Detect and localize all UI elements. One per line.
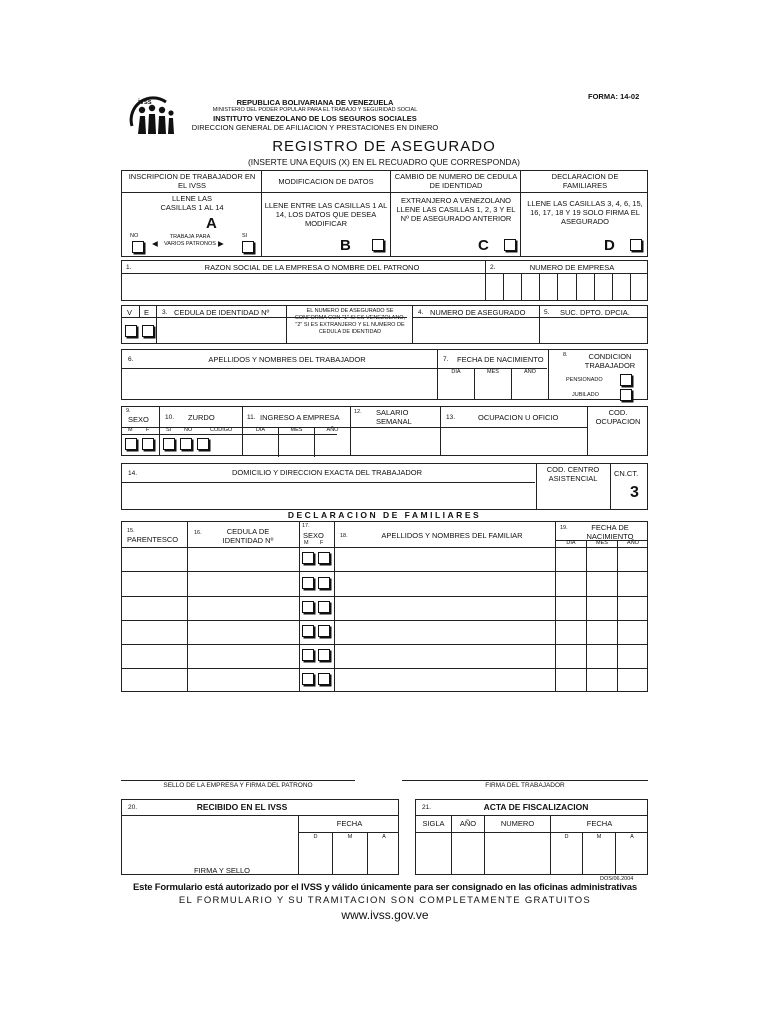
f6-num: 6. [128, 356, 134, 363]
f1-num: 1. [126, 264, 132, 271]
f21-sigla: SIGLA [422, 819, 445, 828]
f17-m: M [304, 540, 309, 546]
f5-label: SUC. DPTO. DPCIA. [560, 308, 630, 317]
f9-num: 9. [126, 408, 131, 414]
option-b-desc: LLENE ENTRE LAS CASILLAS 1 AL 14, LOS DATOS QUE DESEA MODIFICAR [264, 201, 388, 228]
f19-dia: DIA [566, 540, 576, 546]
ingreso-empresa-cells[interactable] [243, 427, 350, 457]
f20-fecha: FECHA [336, 819, 363, 828]
v-label: V [127, 308, 133, 317]
a-no-checkbox[interactable] [132, 241, 144, 253]
fam4-sexo-f-checkbox[interactable] [318, 625, 330, 637]
f4-label: NUMERO DE ASEGURADO [430, 308, 526, 317]
f18-label: APELLIDOS Y NOMBRES DEL FAMILIAR [381, 531, 523, 540]
fam6-sexo-m-checkbox[interactable] [302, 673, 314, 685]
option-a-title: INSCRIPCION DE TRABAJADOR EN EL IVSS [128, 172, 256, 190]
e-label: E [144, 308, 150, 317]
f11-label: INGRESO A EMPRESA [260, 413, 340, 422]
fam2-sexo-f-checkbox[interactable] [318, 577, 330, 589]
f20-num: 20. [128, 804, 138, 811]
patrono-signature-line[interactable] [121, 780, 355, 781]
page-title: REGISTRO DE ASEGURADO [272, 138, 496, 155]
zurdo-si-checkbox[interactable] [163, 438, 175, 450]
b-checkbox[interactable] [372, 239, 384, 251]
f7-label: FECHA DE NACIMIENTO [457, 355, 544, 364]
option-d-letter: D [604, 237, 615, 254]
f11-ano: AÑO [326, 427, 339, 433]
familiares-title: DECLARACION DE FAMILIARES [287, 510, 482, 520]
section-datos-laborales [121, 406, 648, 456]
sucursal-input[interactable] [541, 318, 647, 343]
f4-num: 4. [418, 309, 424, 316]
f7-mes: MES [475, 369, 512, 400]
f13-label: OCUPACION U OFICIO [478, 413, 559, 422]
fam2-sexo-m-checkbox[interactable] [302, 577, 314, 589]
f14-label: DOMICILIO Y DIRECCION EXACTA DEL TRABAJADOR [231, 468, 423, 477]
sexo-m-checkbox[interactable] [125, 438, 137, 450]
section-recibido [121, 799, 399, 875]
f21-num: 21. [422, 804, 432, 811]
f21-ano: AÑO [459, 819, 477, 828]
option-c-title: CAMBIO DE NUMERO DE CEDULA DE IDENTIDAD [394, 172, 518, 190]
domicilio-input[interactable] [124, 484, 535, 509]
arrow-right-icon: ▶ [218, 239, 224, 248]
footer-gratuito: EL FORMULARIO Y SU TRAMITACION SON COMPLETAMENTE GRATUITOS [178, 895, 592, 906]
jubilado-label: JUBILADO [572, 392, 599, 398]
f15-num: 15. [127, 528, 135, 534]
c-checkbox[interactable] [504, 239, 516, 251]
f21-a: A [630, 834, 634, 840]
f13-num: 13. [446, 414, 456, 421]
cnct-label: CN.CT. [614, 469, 639, 478]
f14-num: 14. [128, 470, 138, 477]
trabajador-signature-line[interactable] [402, 780, 648, 781]
f10-num: 10. [165, 414, 175, 421]
f8-label: CONDICION TRABAJADOR [584, 352, 636, 370]
f21-m: M [596, 834, 602, 840]
a-si-label: SI [242, 233, 248, 239]
a-varios-patronos: TRABAJA PARA VARIOS PATRONOS [164, 234, 216, 247]
v-checkbox[interactable] [125, 325, 137, 337]
f2-label: NUMERO DE EMPRESA [529, 263, 615, 272]
f7-ano: AÑO [524, 369, 536, 375]
f10-si: SI [166, 427, 172, 433]
f17-num: 17. [302, 523, 310, 529]
footer-notice: Este Formulario está autorizado por el IVSS y válido únicamente para ser consignado en las oficinas administrativas [133, 882, 637, 893]
pensionado-label: PENSIONADO [566, 377, 603, 383]
fam3-sexo-m-checkbox[interactable] [302, 601, 314, 613]
header-republic: REPUBLICA BOLIVARIANA DE VENEZUELA [236, 98, 394, 107]
cedula-input[interactable] [158, 318, 285, 343]
option-a-desc: LLENE LAS CASILLAS 1 AL 14 [160, 194, 224, 212]
f21-d: D [564, 834, 569, 840]
fecha-nacimiento-cells[interactable] [438, 369, 548, 400]
f11-dia: DIA [243, 427, 279, 457]
f20-label: RECIBIDO EN EL IVSS [196, 802, 288, 812]
header-institute: INSTITUTO VENEZOLANO DE LOS SEGUROS SOCIALES [213, 114, 417, 123]
salario-input[interactable] [351, 428, 440, 456]
ivss-logo [126, 96, 182, 136]
f7-num: 7. [443, 356, 449, 363]
f15-label: PARENTESCO [127, 535, 179, 544]
f17-f: F [320, 540, 324, 546]
f1-label: RAZON SOCIAL DE LA EMPRESA O NOMBRE DEL PATRONO [204, 263, 420, 272]
f2-num: 2. [490, 264, 496, 271]
f20-a: A [382, 834, 386, 840]
cod-ocupacion-input[interactable] [588, 428, 648, 456]
f19-ano: AÑO [627, 540, 639, 546]
option-a-letter: A [206, 215, 217, 232]
f20-firma-sello: FIRMA Y SELLO [194, 866, 250, 875]
fam1-sexo-m-checkbox[interactable] [302, 552, 314, 564]
f18-num: 18. [340, 533, 348, 539]
sexo-f-checkbox[interactable] [142, 438, 154, 450]
f10-codigo: CODIGO [210, 427, 233, 433]
option-b-title: MODIFICACION DE DATOS [278, 177, 374, 186]
cnct-value: 3 [630, 484, 639, 501]
jubilado-checkbox[interactable] [620, 389, 632, 401]
f20-m: M [347, 834, 353, 840]
fam5-sexo-m-checkbox[interactable] [302, 649, 314, 661]
familiares-table [121, 521, 648, 692]
f10-no: NO [184, 427, 193, 433]
f21-fecha: FECHA [586, 819, 613, 828]
f10-zurdo: ZURDO [188, 413, 215, 422]
zurdo-no-checkbox[interactable] [180, 438, 192, 450]
footer-website-link[interactable]: www.ivss.gov.ve [341, 908, 429, 922]
cod-ocupacion-label: COD. OCUPACION [595, 408, 641, 426]
ocupacion-input[interactable] [441, 428, 587, 456]
f21-label: ACTA DE FISCALIZACION [483, 802, 589, 812]
options-box [121, 170, 648, 257]
section-domicilio [121, 463, 648, 510]
f3-note: EL NUMERO DE ASEGURADO SE CONFORMA CON "1" SI ES VENEZOLANO, "2" SI ES EXTRANJERO Y EL NUMERO DE CEDULA DE IDENTIDAD [294, 308, 406, 335]
razon-social-input[interactable] [124, 274, 484, 300]
e-checkbox[interactable] [142, 325, 154, 337]
option-d-title: DECLARACION DE FAMILIARES [551, 172, 619, 190]
numero-empresa-cells[interactable] [486, 274, 648, 301]
zurdo-codigo-checkbox[interactable] [197, 438, 209, 450]
f16-label: CEDULA DE IDENTIDAD Nº [222, 527, 274, 545]
f5-num: 5. [544, 309, 550, 316]
a-no-label: NO [130, 233, 139, 239]
fam4-sexo-m-checkbox[interactable] [302, 625, 314, 637]
apellidos-nombres-input[interactable] [124, 370, 436, 399]
section-trabajador [121, 349, 648, 400]
f19-label: FECHA DE NACIMIENTO [586, 523, 634, 541]
centro-asistencial-label: COD. CENTRO ASISTENCIAL [546, 465, 600, 483]
patrono-signature-label: SELLO DE LA EMPRESA Y FIRMA DEL PATRONO [163, 782, 313, 789]
f9-m: M [128, 427, 133, 433]
numero-asegurado-input[interactable] [414, 318, 538, 343]
f9-sexo: SEXO [128, 415, 149, 424]
fam3-sexo-f-checkbox[interactable] [318, 601, 330, 613]
f9-f: F [146, 427, 150, 433]
d-checkbox[interactable] [630, 239, 642, 251]
f6-label: APELLIDOS Y NOMBRES DEL TRABAJADOR [208, 355, 366, 364]
f19-num: 19. [560, 525, 568, 531]
f12-num: 12. [354, 409, 362, 415]
trabajador-signature-label: FIRMA DEL TRABAJADOR [485, 782, 565, 789]
section-cedula [121, 305, 648, 344]
f17-sexo: SEXO [303, 531, 324, 540]
option-b-letter: B [340, 237, 351, 254]
section-acta [415, 799, 648, 875]
page-subtitle: (INSERTE UNA EQUIS (X) EN EL RECUADRO QUE CORRESPONDA) [247, 157, 521, 167]
f11-mes: MES [279, 427, 315, 457]
f7-dia: DIA [438, 369, 475, 400]
f12-label: SALARIO SEMANAL [376, 408, 412, 426]
pensionado-checkbox[interactable] [620, 374, 632, 386]
svg-text:ivss: ivss [138, 99, 152, 106]
f8-num: 8. [563, 352, 568, 358]
header-direction: DIRECCION GENERAL DE AFILIACION Y PRESTACIONES EN DINERO [191, 123, 439, 132]
option-c-letter: C [478, 237, 489, 254]
arrow-left-icon: ◀ [152, 239, 158, 248]
form-code: FORMA: 14-02 [588, 92, 640, 101]
footer-code: DOS/06.2004 [600, 876, 634, 882]
f3-label: CEDULA DE IDENTIDAD Nº [174, 308, 270, 317]
header-ministry: MINISTERIO DEL PODER POPULAR PARA EL TRABAJO Y SEGURIDAD SOCIAL [212, 107, 418, 113]
a-si-checkbox[interactable] [242, 241, 254, 253]
f16-num: 16. [194, 530, 202, 536]
f21-numero: NUMERO [500, 819, 535, 828]
f3-num: 3. [162, 309, 168, 316]
section-empresa [121, 260, 648, 301]
f20-d: D [313, 834, 318, 840]
f11-num: 11. [247, 414, 256, 421]
option-d-desc: LLENE LAS CASILLAS 3, 4, 6, 15, 16, 17, 18 Y 19 SOLO FIRMA EL ASEGURADO [527, 199, 643, 226]
fam1-sexo-f-checkbox[interactable] [318, 552, 330, 564]
fam5-sexo-f-checkbox[interactable] [318, 649, 330, 661]
option-c-desc: EXTRANJERO A VENEZOLANO LLENE LAS CASILLAS 1, 2, 3 Y EL Nº DE ASEGURADO ANTERIOR [396, 196, 516, 223]
f19-mes: MES [596, 540, 608, 546]
fam6-sexo-f-checkbox[interactable] [318, 673, 330, 685]
